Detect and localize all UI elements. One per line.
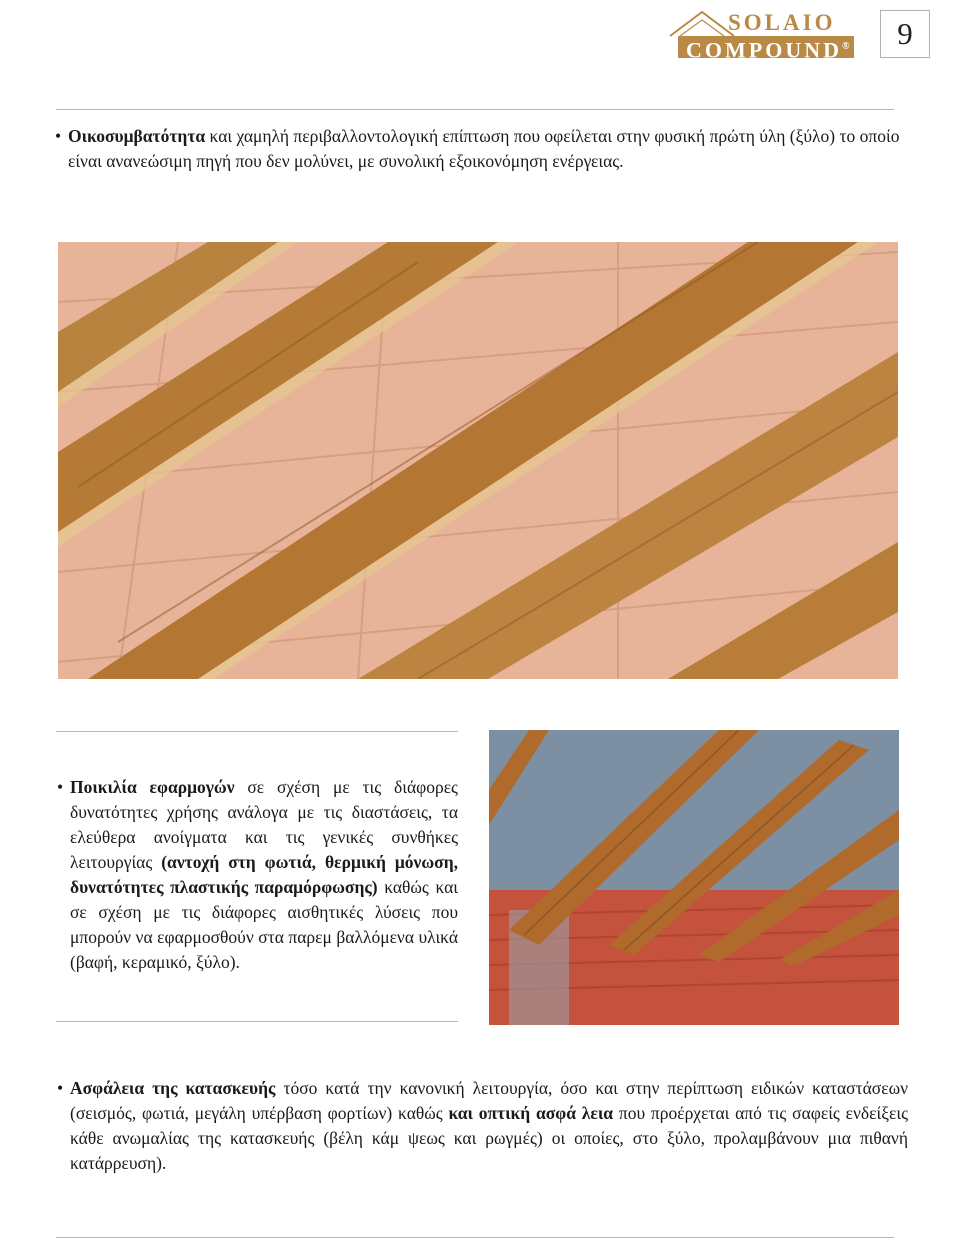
logo-text-compound: COMPOUND® [686,37,853,63]
middle-divider-bottom [56,1021,458,1022]
paragraph-applications [57,775,459,975]
page-number: 9 [880,10,930,58]
middle-divider-top [56,731,458,732]
text-applications-2: καθώς και σε σχέση με τις διάφορες αισθητικές λύσεις που μπορούν να εφαρμοσθούν στα παρεμ βαλλόμενα υλικά (βαφή, κεραμικό, ξύλο). [70,877,458,972]
text-safety-2: που προέρχεται από τις σαφείς ενδείξεις κάθε ανωμαλίας της κατασκευής (βέλη κάμ ψεως και ρωγμές) οι οποίες, στο ξύλο, προλαμβάνουν μια πιθανή κατάρρευση). [70,1103,909,1173]
brand-logo [668,8,854,63]
logo-text-solaio: SOLAIO [728,10,836,35]
text-applications-1: σε σχέση με τις διάφορες δυνατότητες χρήσης ανάλογα με τις διαστάσεις, τα ελεύθερα ανοίγματα και τις γενικές συνθήκες λειτουργίας [70,777,458,872]
paragraph-safety [57,1076,909,1176]
bullet: • [55,126,62,146]
lead-applications: Ποικιλία εφαρμογών [70,777,235,797]
bold-safety: και οπτική ασφά λεια [448,1103,614,1123]
bullet: • [57,777,64,797]
text-safety-1: τόσο κατά την κανονική λειτουργία, όσο και στην περίπτωση ειδικών καταστάσεων (σεισμός, φωτιά, μεγάλη υπέρβαση φορτίων) καθώς [70,1078,908,1123]
text-eco: και χαμηλή περιβαλλοντολογική επίπτωση που οφείλεται στην φυσική πρώτη ύλη (ξύλο) το οποίο είναι ανανεώσιμη πηγή που δεν μολύνει, με συνολική εξοικονόμηση ενέργειας. [68,126,900,171]
paragraph-eco [55,124,906,174]
lead-safety: Ασφάλεια της κατασκευής [70,1078,276,1098]
ceiling-photo [58,242,898,679]
bullet: • [57,1078,64,1098]
lead-eco: Οικοσυμβατότητα [68,126,206,146]
bottom-divider [56,1237,894,1238]
bold-applications: (αντοχή στη φωτιά, θερμική μόνωση, δυνατότητες πλαστικής παραμόρφωσης) [70,852,459,897]
beams-photo [489,730,899,1025]
top-divider [56,109,894,110]
